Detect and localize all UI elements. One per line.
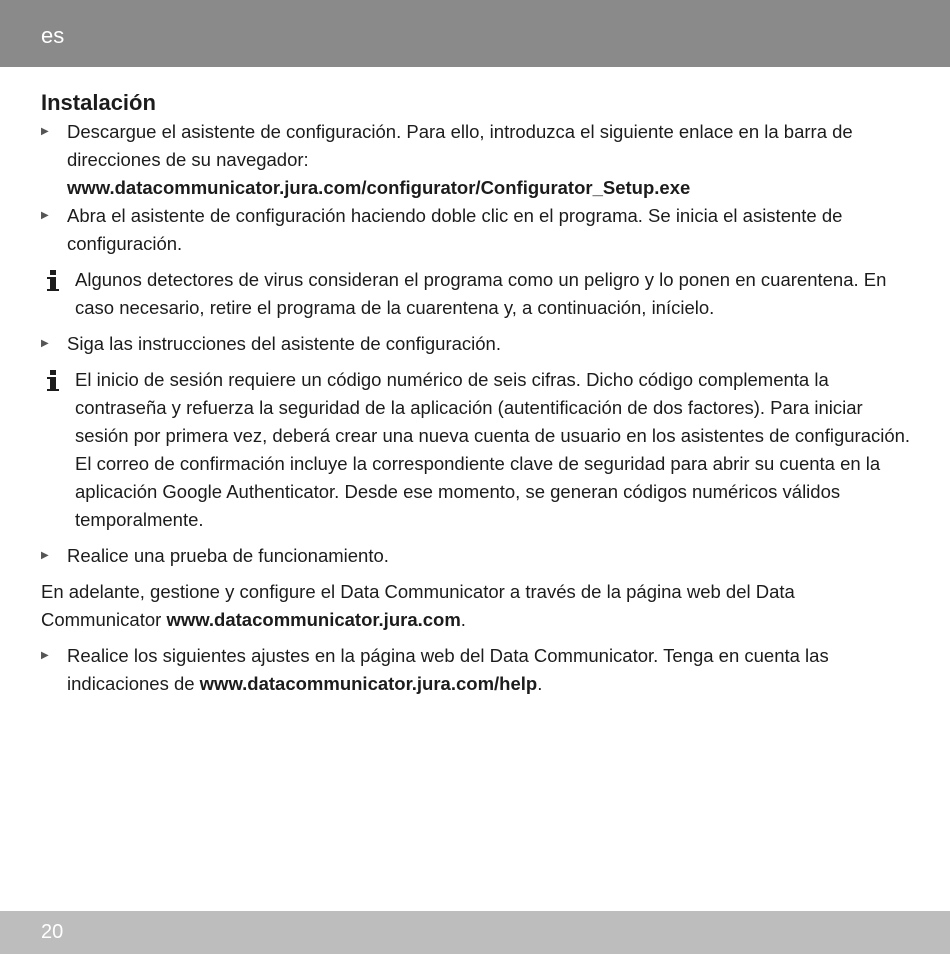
paragraph-text: En adelante, gestione y configure el Data Communicator a través de la página web del Data Communicator [41,581,795,630]
section-title: Instalación [41,90,156,115]
step-text: Abra el asistente de configuración haciendo doble clic en el programa. Se inicia el asistente de configuración. [67,205,843,254]
body-paragraph [41,578,911,634]
info-icon [45,369,61,393]
page-number: 20 [41,921,64,943]
header-bar [0,0,950,67]
datacommunicator-link[interactable]: www.datacommunicator.jura.com [166,609,461,630]
page-content [41,88,911,698]
step-text: Realice una prueba de funcionamiento. [67,545,389,566]
arrow-right-icon: ▶ [41,550,49,561]
step-item [41,118,911,202]
help-link[interactable]: www.datacommunicator.jura.com/help [199,673,538,694]
note-text: Algunos detectores de virus consideran el programa como un peligro y lo ponen en cuarentena. En caso necesario, retire el programa de la cuarentena y, a continuación, inícielo. [75,269,887,318]
note-text: El inicio de sesión requiere un código numérico de seis cifras. Dicho código complementa la contraseña y refuerza la seguridad de la aplicación (autentificación de dos factores). Para iniciar sesión por primera vez, deberá crear una nueva cuenta de usuario en los asistentes de configuración. El correo de confirmación incluye la correspondiente clave de seguridad para abrir su cuenta en la aplicación Google Authenticator. Desde ese momento, se generan códigos numéricos válidos temporalmente. [75,369,911,530]
info-note [41,266,911,322]
step-item [41,542,911,570]
info-icon [45,269,61,293]
arrow-right-icon: ▶ [41,126,49,137]
footer-bar [0,911,950,954]
arrow-right-icon: ▶ [41,210,49,221]
step-end: . [537,673,543,694]
configurator-link[interactable]: www.datacommunicator.jura.com/configurator/Configurator_Setup.exe [67,177,691,198]
step-text: Descargue el asistente de configuración. Para ello, introduzca el siguiente enlace en la barra de direcciones de su navegador: [67,121,853,170]
step-text: Realice los siguientes ajustes en la página web del Data Communicator. Tenga en cuenta las indicaciones de [67,645,829,694]
step-text: Siga las instrucciones del asistente de configuración. [67,333,501,354]
step-item [41,330,911,358]
step-item [41,642,911,698]
step-item [41,202,911,258]
arrow-right-icon: ▶ [41,338,49,349]
paragraph-end: . [460,609,466,630]
info-note [41,366,911,534]
language-label: es [41,23,65,48]
arrow-right-icon: ▶ [41,650,49,661]
